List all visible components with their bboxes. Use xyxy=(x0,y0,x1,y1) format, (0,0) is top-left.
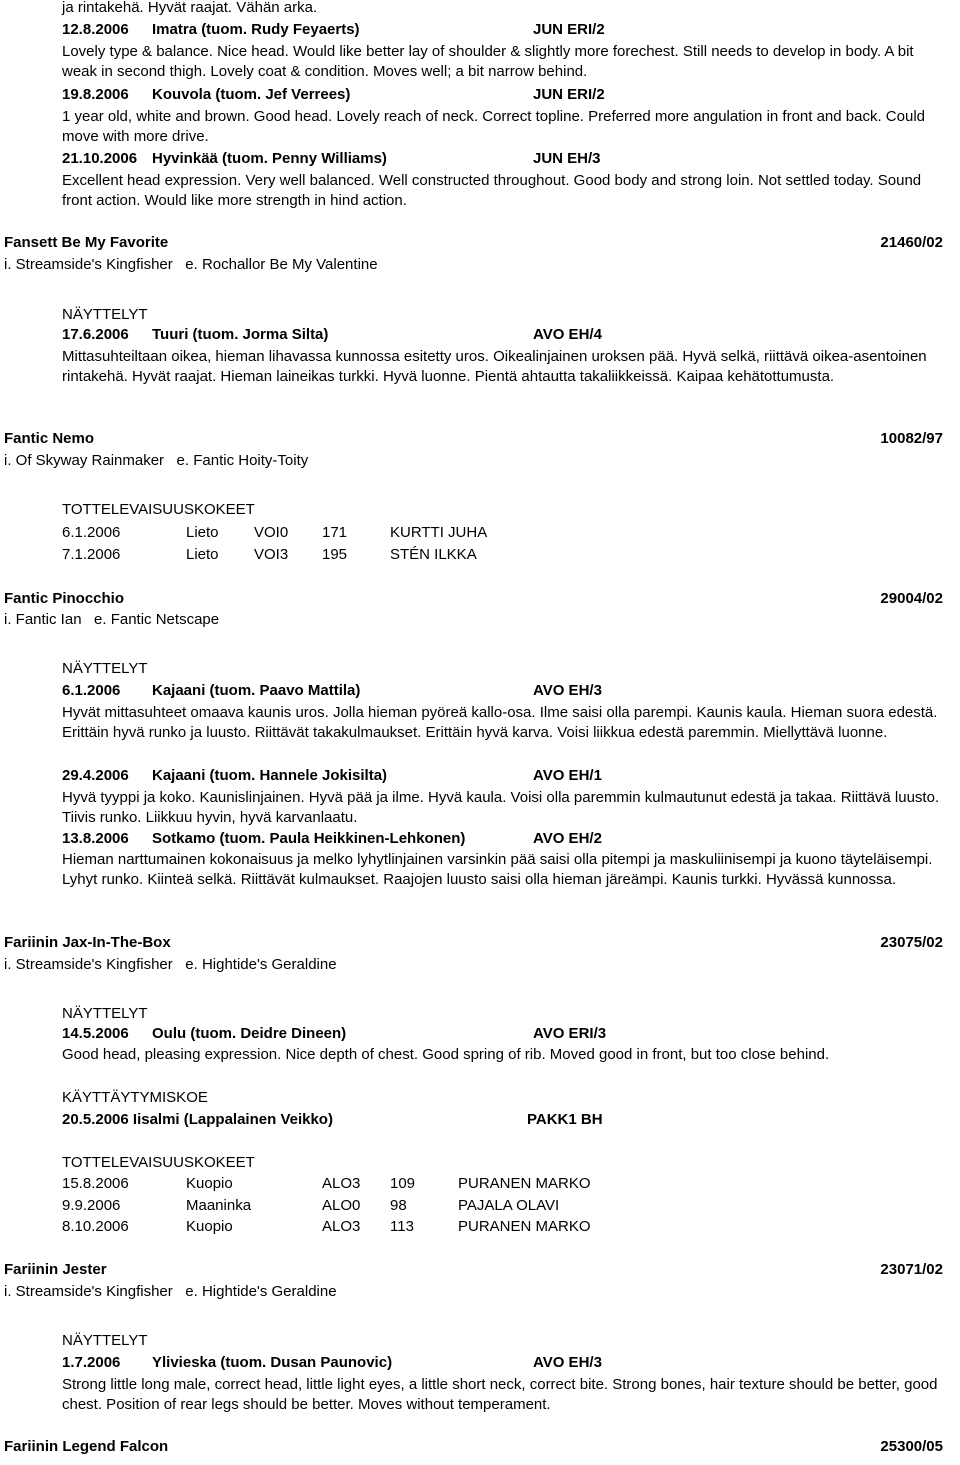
trial-judge: PAJALA OLAVI xyxy=(458,1197,560,1214)
dog-parents: i. Of Skyway Rainmaker e. Fantic Hoity-Toity xyxy=(4,452,309,469)
show-result: JUN ERI/2 xyxy=(533,21,605,38)
show-date: 29.4.2006 xyxy=(62,767,129,784)
show-place: Tuuri (tuom. Jorma Silta) xyxy=(152,326,329,343)
dog-parents: i. Fantic Ian e. Fantic Netscape xyxy=(4,611,220,628)
trial-date: 8.10.2006 xyxy=(62,1218,129,1235)
critique-text: Lovely type & balance. Nice head. Would like better lay of shoulder & slightly more forechest. Still needs to develop in body. A bit weak in second thigh. Lovely coat & condition. Moves well; a bit narrow behind. xyxy=(62,43,914,80)
show-result: AVO EH/4 xyxy=(533,326,602,343)
section-heading: NÄYTTELYT xyxy=(62,306,148,323)
trial-points: 109 xyxy=(390,1175,416,1192)
dog-name: Fantic Nemo xyxy=(4,430,95,447)
critique-text: Excellent head expression. Very well balanced. Well constructed throughout. Good body and strong loin. Not settled today. Sound front action. Would like more strength in hind action. xyxy=(62,172,922,209)
trial-class: ALO3 xyxy=(322,1175,361,1192)
behaviour-result: PAKK1 BH xyxy=(527,1111,603,1128)
dog-name: Fariinin Jester xyxy=(4,1261,107,1278)
show-result: AVO EH/3 xyxy=(533,682,602,699)
show-result: AVO ERI/3 xyxy=(533,1025,607,1042)
section-heading: NÄYTTELYT xyxy=(62,1005,148,1022)
trial-class: ALO0 xyxy=(322,1197,361,1214)
dog-name: Fariinin Legend Falcon xyxy=(4,1438,169,1455)
trial-date: 15.8.2006 xyxy=(62,1175,129,1192)
trial-judge: KURTTI JUHA xyxy=(390,524,488,541)
show-place: Sotkamo (tuom. Paula Heikkinen-Lehkonen) xyxy=(152,830,466,847)
section-heading: KÄYTTÄYTYMISKOE xyxy=(62,1089,208,1106)
trial-judge: STÉN ILKKA xyxy=(390,546,477,563)
section-heading: TOTTELEVAISUUSKOKEET xyxy=(62,1154,255,1171)
section-heading: NÄYTTELYT xyxy=(62,660,148,677)
show-date: 21.10.2006 xyxy=(62,150,138,167)
trial-date: 9.9.2006 xyxy=(62,1197,121,1214)
critique-text: Strong little long male, correct head, little light eyes, a little short neck, correct bite. Strong bones, hair texture should be better, good chest. Position of rear legs should be better. Moves without temperament. xyxy=(62,1376,938,1413)
show-result: AVO EH/3 xyxy=(533,1354,602,1371)
critique-text: Hyvät mittasuhteet omaava kaunis uros. Jolla hieman pyöreä kallo-osa. Ilme saisi olla parempi. Kaunis kaula. Hieman suora edestä. Erittäin hyvä runko ja luusto. Riittävät takakulmaukset. Erittäin hyvä karva. Voisi liikkua edestä paremmin. Miellyttävä luonne. xyxy=(62,704,938,741)
show-place: Oulu (tuom. Deidre Dineen) xyxy=(152,1025,347,1042)
critique-text: Good head, pleasing expression. Nice depth of chest. Good spring of rib. Moved good in front, but too close behind. xyxy=(62,1046,830,1063)
behaviour-test: 20.5.2006 Iisalmi (Lappalainen Veikko) xyxy=(62,1111,333,1128)
trial-class: VOI3 xyxy=(254,546,289,563)
dog-parents: i. Streamside's Kingfisher e. Hightide's Geraldine xyxy=(4,1283,337,1300)
dog-name: Fantic Pinocchio xyxy=(4,590,125,607)
critique-text: Hieman narttumainen kokonaisuus ja melko lyhytlinjainen varsinkin pää saisi olla pitempi ja maskuliinisempi ja kuono täyteläisempi. Lyhyt runko. Kiinteä selkä. Riittävät kulmaukset. Raajojen luusto saisi olla hieman järeämpi. Kaunis turkki. Hyvässä kunnossa. xyxy=(62,851,933,888)
registration-number: 25300/05 xyxy=(880,1438,943,1455)
trial-date: 6.1.2006 xyxy=(62,524,121,541)
show-date: 12.8.2006 xyxy=(62,21,129,38)
trial-points: 98 xyxy=(390,1197,407,1214)
show-result: JUN EH/3 xyxy=(533,150,601,167)
registration-number: 23071/02 xyxy=(880,1261,943,1278)
show-place: Imatra (tuom. Rudy Feyaerts) xyxy=(152,21,360,38)
critique-text: Mittasuhteiltaan oikea, hieman lihavassa kunnossa esitetty uros. Oikealinjainen uroksen pää. Hyvä selkä, riittävä oikea-asentoinen rintakehä. Hyvät raajat. Hieman laineikas turkki. Hyvä luonne. Pientä ahtautta takaliikkeissä. Kaipaa kehätottumusta. xyxy=(62,348,927,385)
show-result: AVO EH/1 xyxy=(533,767,602,784)
trial-class: ALO3 xyxy=(322,1218,361,1235)
trial-place: Maaninka xyxy=(186,1197,252,1214)
registration-number: 10082/97 xyxy=(880,430,943,447)
show-place: Hyvinkää (tuom. Penny Williams) xyxy=(152,150,387,167)
show-date: 17.6.2006 xyxy=(62,326,129,343)
critique-text: Hyvä tyyppi ja koko. Kaunislinjainen. Hyvä pää ja ilme. Hyvä kaula. Voisi olla paremmin kulmautunut edestä ja takaa. Riittävä luusto. Tiivis runko. Liikkuu hyvin, hyvä karvanlaatu. xyxy=(62,789,940,826)
trial-date: 7.1.2006 xyxy=(62,546,121,563)
show-date: 6.1.2006 xyxy=(62,682,121,699)
trial-place: Lieto xyxy=(186,546,219,563)
continued-text: ja rintakehä. Hyvät raajat. Vähän arka. xyxy=(62,0,318,16)
trial-place: Kuopio xyxy=(186,1175,233,1192)
trial-place: Lieto xyxy=(186,524,219,541)
trial-points: 195 xyxy=(322,546,348,563)
show-date: 13.8.2006 xyxy=(62,830,129,847)
trial-place: Kuopio xyxy=(186,1218,233,1235)
show-place: Kajaani (tuom. Paavo Mattila) xyxy=(152,682,361,699)
trial-class: VOI0 xyxy=(254,524,289,541)
show-result: JUN ERI/2 xyxy=(533,86,605,103)
show-date: 1.7.2006 xyxy=(62,1354,121,1371)
critique-text: 1 year old, white and brown. Good head. Lovely reach of neck. Correct topline. Preferred more angulation in front and back. Could move with more drive. xyxy=(62,108,925,145)
registration-number: 29004/02 xyxy=(880,590,943,607)
show-place: Ylivieska (tuom. Dusan Paunovic) xyxy=(152,1354,393,1371)
section-heading: NÄYTTELYT xyxy=(62,1332,148,1349)
trial-points: 171 xyxy=(322,524,348,541)
registration-number: 23075/02 xyxy=(880,934,943,951)
dog-name: Fansett Be My Favorite xyxy=(4,234,169,251)
show-date: 19.8.2006 xyxy=(62,86,129,103)
show-place: Kajaani (tuom. Hannele Jokisilta) xyxy=(152,767,388,784)
dog-name: Fariinin Jax-In-The-Box xyxy=(4,934,171,951)
dog-parents: i. Streamside's Kingfisher e. Hightide's Geraldine xyxy=(4,956,337,973)
show-date: 14.5.2006 xyxy=(62,1025,129,1042)
trial-judge: PURANEN MARKO xyxy=(458,1175,591,1192)
trial-judge: PURANEN MARKO xyxy=(458,1218,591,1235)
trial-points: 113 xyxy=(390,1218,414,1235)
registration-number: 21460/02 xyxy=(880,234,943,251)
section-heading: TOTTELEVAISUUSKOKEET xyxy=(62,501,255,518)
show-place: Kouvola (tuom. Jef Verrees) xyxy=(152,86,351,103)
show-result: AVO EH/2 xyxy=(533,830,602,847)
dog-parents: i. Streamside's Kingfisher e. Rochallor Be My Valentine xyxy=(4,256,378,273)
